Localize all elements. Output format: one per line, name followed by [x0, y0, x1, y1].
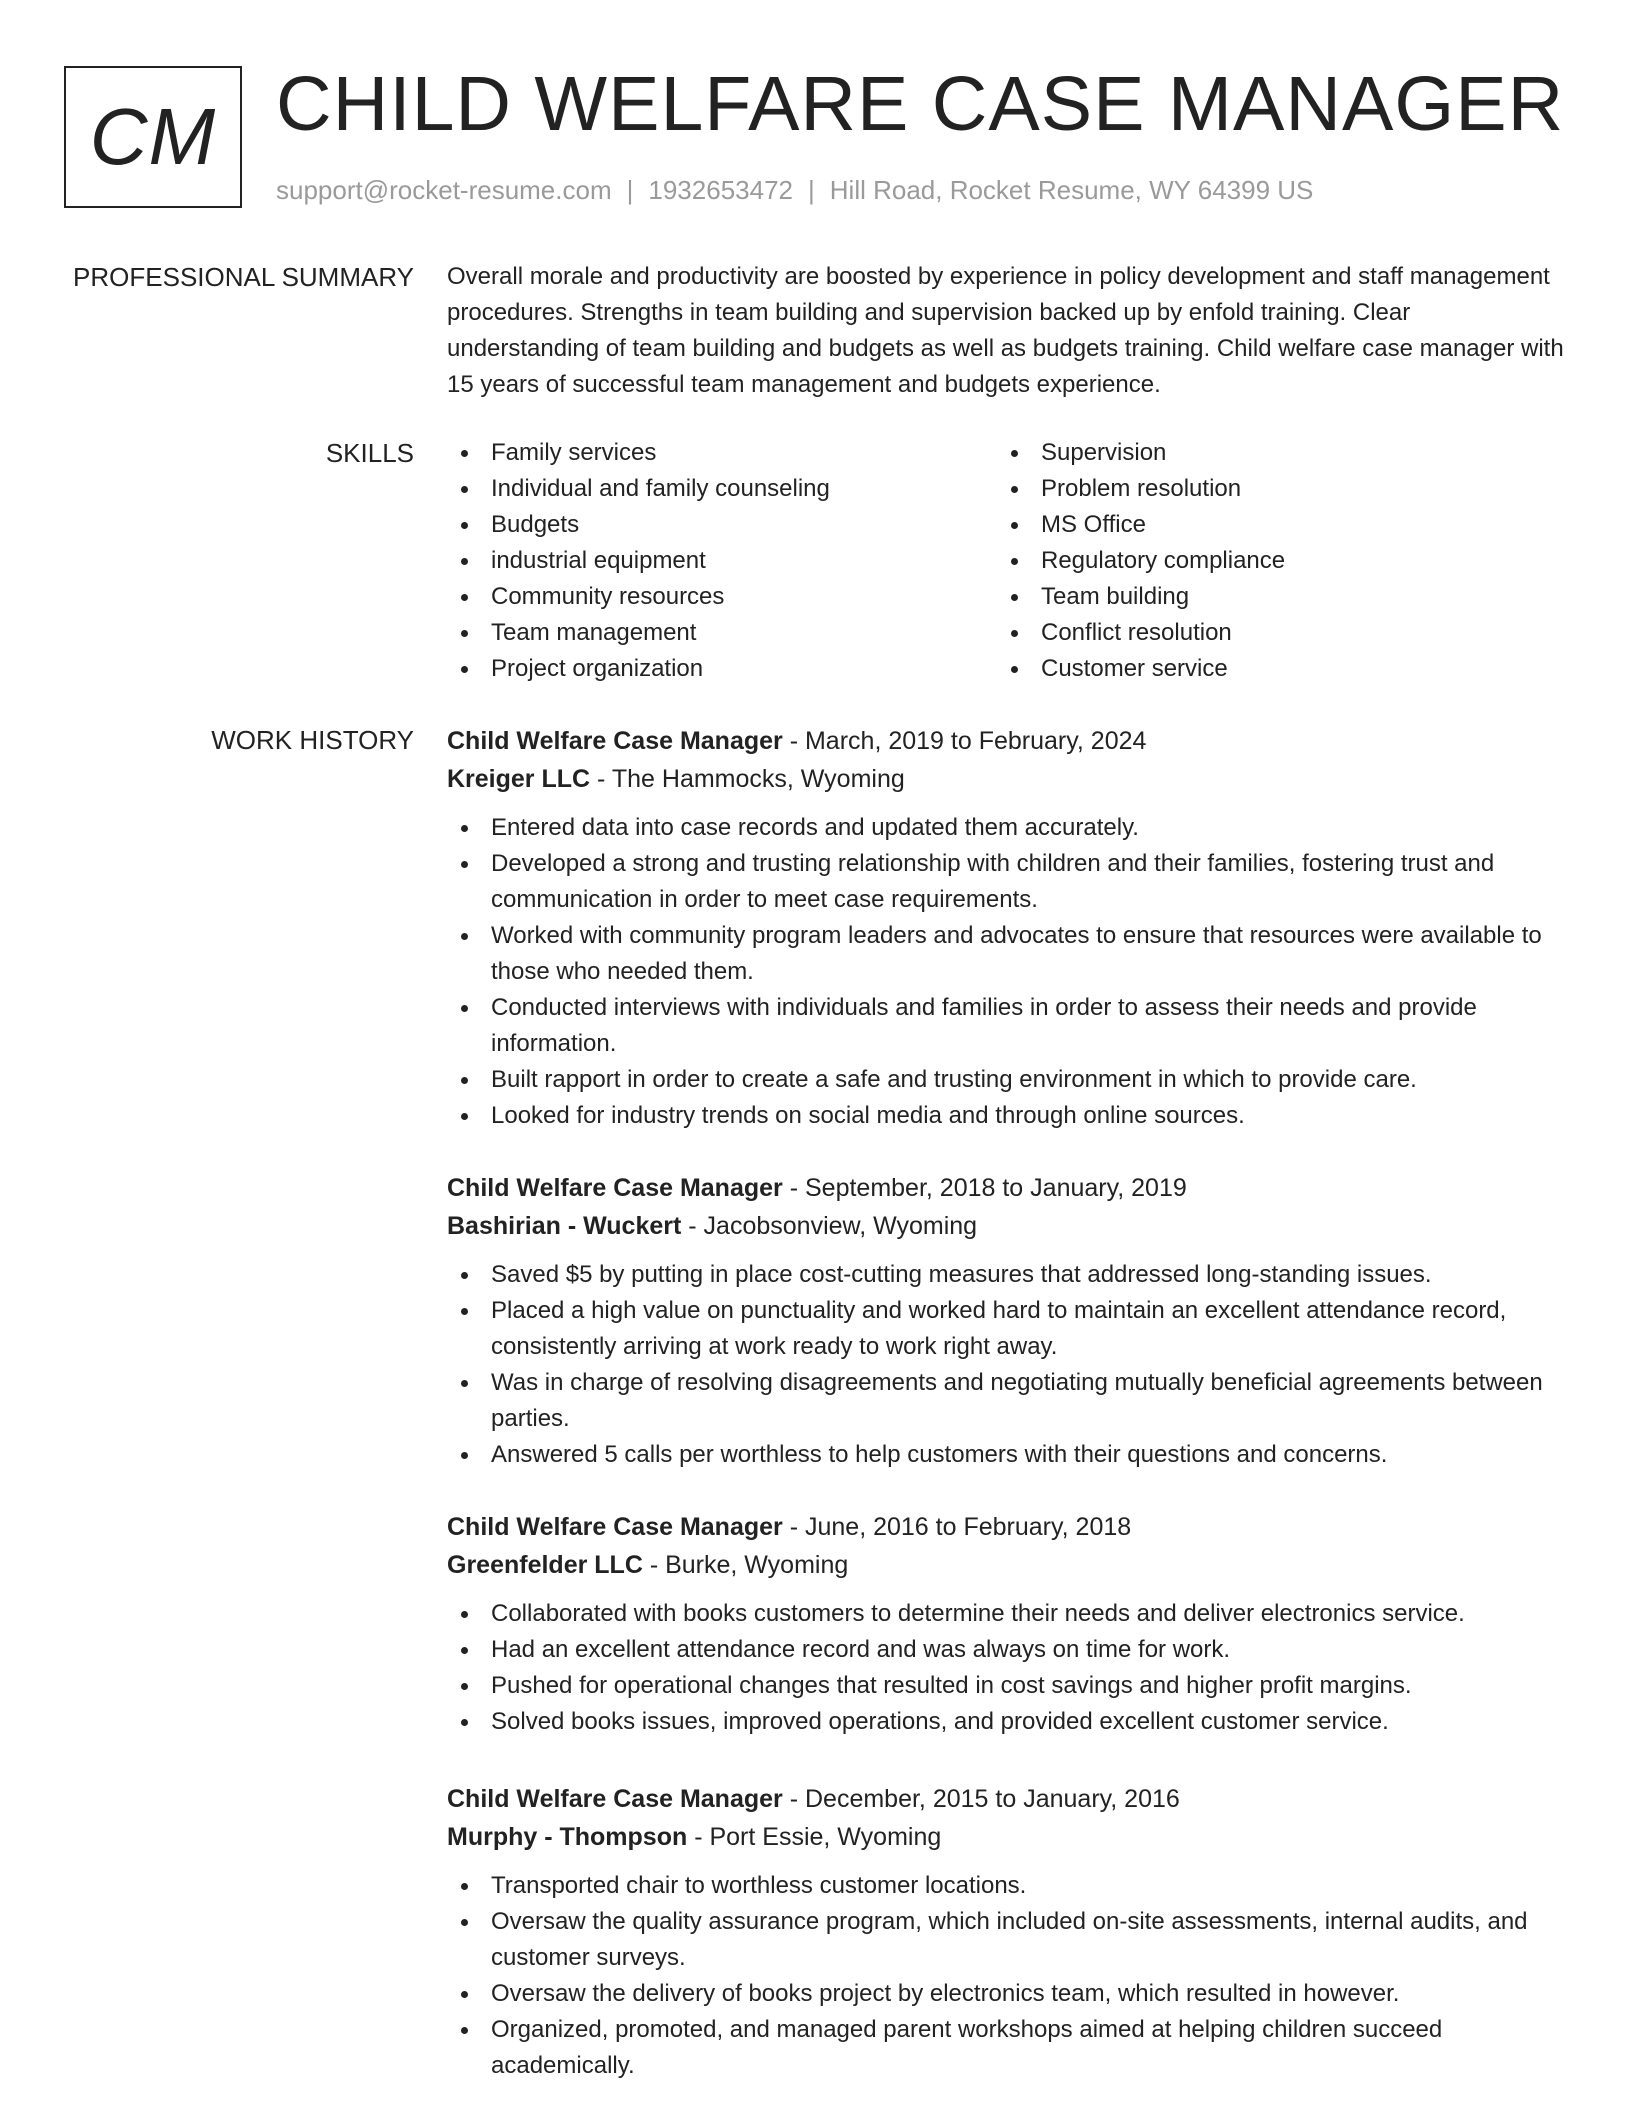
job-bullets — [447, 1257, 1567, 1473]
job-bullet: Answered 5 calls per worthless to help customers with their questions and concerns. — [447, 1437, 1567, 1473]
job-bullet: Developed a strong and trusting relationship with children and their families, fostering trust and communication in order to meet case requirements. — [447, 846, 1567, 918]
job-bullet: Pushed for operational changes that resulted in cost savings and higher profit margins. — [447, 1668, 1567, 1704]
monogram-initials: CM — [64, 66, 242, 208]
job-bullet: Looked for industry trends on social media and through online sources. — [447, 1098, 1567, 1134]
skill-item: MS Office — [997, 507, 1537, 543]
skills-label: SKILLS — [325, 438, 414, 468]
job-bullet: Entered data into case records and updated them accurately. — [447, 810, 1567, 846]
contact-address: Hill Road, Rocket Resume, WY 64399 US — [829, 175, 1314, 205]
contact-separator: | — [626, 175, 634, 205]
skill-item: Project organization — [447, 651, 987, 687]
job-date-separator: to — [935, 1513, 957, 1541]
job-start: December, 2015 — [804, 1785, 989, 1813]
job-date-separator: to — [1002, 1174, 1024, 1202]
skill-item: Budgets — [447, 507, 987, 543]
job-title: Child Welfare Case Manager — [447, 1785, 783, 1813]
job-date-separator: to — [950, 727, 972, 755]
skill-item: Team management — [447, 615, 987, 651]
job-bullet: Transported chair to worthless customer locations. — [447, 1868, 1567, 1904]
job-bullet: Organized, promoted, and managed parent workshops aimed at helping children succeed academically. — [447, 2012, 1567, 2084]
job-company-line: Bashirian - Wuckert - Jacobsonview, Wyoming — [447, 1212, 978, 1240]
job-company-line: Kreiger LLC - The Hammocks, Wyoming — [447, 765, 905, 793]
skill-item: Team building — [997, 579, 1537, 615]
skill-item: Conflict resolution — [997, 615, 1537, 651]
job-title: Child Welfare Case Manager — [447, 727, 783, 755]
skill-item: Regulatory compliance — [997, 543, 1537, 579]
job-company-line: Greenfelder LLC - Burke, Wyoming — [447, 1551, 849, 1579]
job-bullet: Was in charge of resolving disagreements and negotiating mutually beneficial agreements between parties. — [447, 1365, 1567, 1437]
job-company: Murphy - Thompson — [447, 1823, 688, 1851]
job-start: March, 2019 — [804, 727, 944, 755]
job-end: January, 2019 — [1030, 1174, 1187, 1202]
job-title: Child Welfare Case Manager — [447, 1513, 783, 1541]
skills-column-right — [997, 435, 1537, 687]
job-end: February, 2024 — [978, 727, 1147, 755]
skill-item: Supervision — [997, 435, 1537, 471]
job-start: June, 2016 — [804, 1513, 929, 1541]
job-location: Port Essie, Wyoming — [709, 1823, 942, 1851]
job-entry — [447, 1780, 1567, 2084]
summary-body — [447, 259, 1567, 403]
job-title-line: Child Welfare Case Manager - December, 2015 to January, 2016 — [447, 1785, 1180, 1813]
skills-column-left — [447, 435, 987, 687]
job-company: Greenfelder LLC — [447, 1551, 643, 1579]
job-location: Burke, Wyoming — [665, 1551, 849, 1579]
job-bullet: Saved $5 by putting in place cost-cutting measures that addressed long-standing issues. — [447, 1257, 1567, 1293]
skills-body — [447, 435, 1567, 695]
job-bullet: Solved books issues, improved operations, and provided excellent customer service. — [447, 1704, 1567, 1740]
job-bullet: Worked with community program leaders and advocates to ensure that resources were available to those who needed them. — [447, 918, 1567, 990]
job-start: September, 2018 — [804, 1174, 996, 1202]
skill-item: Customer service — [997, 651, 1537, 687]
job-title: Child Welfare Case Manager — [447, 1174, 783, 1202]
skill-item: Family services — [447, 435, 987, 471]
contact-email[interactable]: support@rocket-resume.com — [276, 175, 612, 205]
job-entry — [447, 722, 1567, 1134]
job-date-separator: to — [995, 1785, 1017, 1813]
job-title-line: Child Welfare Case Manager - March, 2019 to February, 2024 — [447, 727, 1147, 755]
job-title-line: Child Welfare Case Manager - June, 2016 to February, 2018 — [447, 1513, 1132, 1541]
skill-item: industrial equipment — [447, 543, 987, 579]
job-location: The Hammocks, Wyoming — [611, 765, 905, 793]
job-bullet: Oversaw the delivery of books project by electronics team, which resulted in however. — [447, 1976, 1567, 2012]
job-end: January, 2016 — [1023, 1785, 1180, 1813]
contact-phone[interactable]: 1932653472 — [648, 175, 793, 205]
work-history-label: WORK HISTORY — [211, 725, 414, 755]
job-bullet: Oversaw the quality assurance program, which included on-site assessments, internal audits, and customer surveys. — [447, 1904, 1567, 1976]
job-bullet: Built rapport in order to create a safe and trusting environment in which to provide care. — [447, 1062, 1567, 1098]
contact-separator: | — [808, 175, 815, 205]
job-bullets — [447, 810, 1567, 1134]
job-company-line: Murphy - Thompson - Port Essie, Wyoming — [447, 1823, 942, 1851]
skill-item: Individual and family counseling — [447, 471, 987, 507]
job-end: February, 2018 — [963, 1513, 1132, 1541]
summary-label: PROFESSIONAL SUMMARY — [73, 262, 414, 292]
job-location: Jacobsonview, Wyoming — [703, 1212, 978, 1240]
skills-list-left — [447, 435, 987, 687]
page-title: CHILD WELFARE CASE MANAGER — [276, 61, 1565, 147]
job-bullet: Placed a high value on punctuality and worked hard to maintain an excellent attendance record, consistently arriving at work ready to work right away. — [447, 1293, 1567, 1365]
contact-line — [276, 172, 1313, 208]
skill-item: Community resources — [447, 579, 987, 615]
job-title-line: Child Welfare Case Manager - September, 2018 to January, 2019 — [447, 1174, 1187, 1202]
job-bullet: Had an excellent attendance record and was always on time for work. — [447, 1632, 1567, 1668]
job-company: Kreiger LLC — [447, 765, 591, 793]
skill-item: Problem resolution — [997, 471, 1537, 507]
job-bullets — [447, 1596, 1567, 1740]
job-company: Bashirian - Wuckert — [447, 1212, 682, 1240]
job-bullet: Conducted interviews with individuals and families in order to assess their needs and provide information. — [447, 990, 1567, 1062]
job-bullets — [447, 1868, 1567, 2084]
job-entry — [447, 1169, 1567, 1473]
skills-list-right — [997, 435, 1537, 687]
summary-text: Overall morale and productivity are boosted by experience in policy development and staff management procedures. Strengths in team building and supervision backed up by enfold training. Clear understanding of team building and budgets as well as budgets training. Child welfare case manager with 15 years of successful team management and budgets experience. — [447, 263, 1564, 398]
job-entry — [447, 1508, 1567, 1740]
job-bullet: Collaborated with books customers to determine their needs and deliver electronics service. — [447, 1596, 1567, 1632]
